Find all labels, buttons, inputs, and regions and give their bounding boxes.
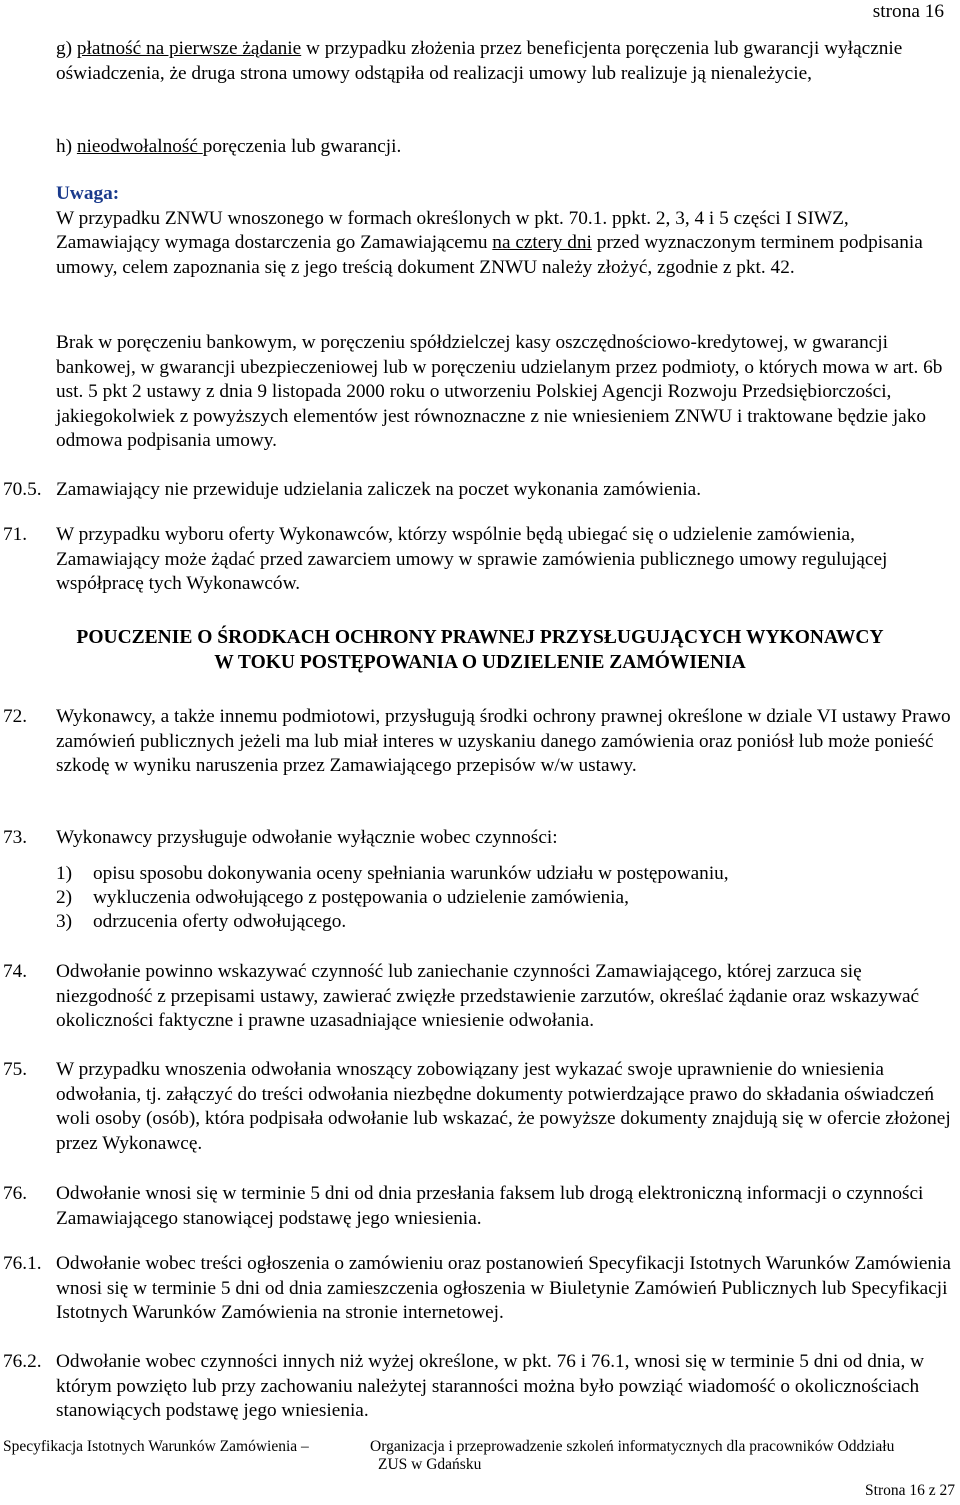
note-text xyxy=(56,207,956,281)
note-block xyxy=(56,182,956,280)
footer-right-line1: Organizacja i przeprowadzenie szkoleń informatycznych dla pracowników Oddziału xyxy=(370,1438,895,1455)
paragraph-number: 72. xyxy=(3,706,28,727)
paragraph-text: Odwołanie wobec treści ogłoszenia o zamówieniu oraz postanowień Specyfikacji Istotnych Warunków Zamówienia wnosi się w terminie 5 dni od dnia zamieszczenia ogłoszenia w Biuletynie Zamówień Publicznych lub Specyfikacji Istotnych Warunków Zamówienia na stronie internetowej. xyxy=(56,1253,951,1323)
footer-right-line2: ZUS w Gdańsku xyxy=(378,1456,482,1473)
paragraph-text: Odwołanie powinno wskazywać czynność lub zaniechanie czynności Zamawiającego, której zarzuca się niezgodność z przepisami ustawy, zawierać zwięzłe przedstawienie zarzutów, określać żądanie oraz wskazywać okoliczności faktyczne i prawne uzasadniające wniesienie odwołania. xyxy=(56,961,920,1031)
list-item xyxy=(56,862,956,886)
paragraph-text: Wykonawcy, a także innemu podmiotowi, przysługują środki ochrony prawnej określone w dziale VI ustawy Prawo zamówień publicznych jeżeli ma lub miał interes w uzyskaniu danego zamówienia oraz poniósł lub może ponieść szkodę w wyniku naruszenia przez Zamawiającego przepisów w/w ustawy. xyxy=(56,706,951,776)
list-item xyxy=(56,886,956,910)
item-prefix: g) xyxy=(56,38,77,59)
paragraph-text: Wykonawcy przysługuje odwołanie wyłącznie wobec czynności: xyxy=(56,827,558,848)
list-item-number: 1) xyxy=(56,863,73,884)
footer-right xyxy=(370,1438,956,1474)
paragraph-text: Odwołanie wnosi się w terminie 5 dni od dnia przesłania faksem lub drogą elektroniczną informacji o czynności Zamawiającego stanowiącej podstawę jego wniesienia. xyxy=(56,1183,924,1229)
list-item-number: 3) xyxy=(56,911,73,932)
footer-page-number: Strona 16 z 27 xyxy=(865,1482,955,1499)
paragraph-number: 75. xyxy=(3,1059,28,1080)
list-item-text: opisu sposobu dokonywania oceny spełniania warunków udziału w postępowaniu, xyxy=(93,863,729,884)
list-item-text: wykluczenia odwołującego z postępowania o udzielenie zamówienia, xyxy=(93,887,629,908)
paragraph-text: W przypadku wyboru oferty Wykonawców, którzy wspólnie będą ubiegać się o udzielenie zamówienia, Zamawiający może żądać przed zawarciem umowy w sprawie zamówienia publicznego umowy regulującej współpracę tych Wykonawców. xyxy=(56,524,888,594)
brak-paragraph: Brak w poręczeniu bankowym, w poręczeniu spółdzielczej kasy oszczędnościowo-kredytowej, w gwarancji bankowej, w gwarancji ubezpieczeniowej lub w poręczeniu udzielanym przez podmioty, o których mowa w art. 6b ust. 5 pkt 2 ustawy z dnia 9 listopada 2000 roku o utworzeniu Polskiej Agencji Rozwoju Przedsiębiorczości, jakiegokolwiek z powyższych elementów jest równoznaczne z nie wniesieniem ZNWU i traktowane będzie jako odmowa podpisania umowy. xyxy=(56,332,943,451)
section-heading-line2: W TOKU POSTĘPOWANIA O UDZIELENIE ZAMÓWIENIA xyxy=(214,651,746,673)
note-underlined: na cztery dni xyxy=(492,232,592,253)
section-heading-line1: POUCZENIE O ŚRODKACH OCHRONY PRAWNEJ PRZYSŁUGUJĄCYCH WYKONAWCY xyxy=(76,627,884,648)
list-item-h xyxy=(56,135,956,160)
paragraph-number: 76. xyxy=(3,1183,28,1204)
list-item-g xyxy=(56,37,956,86)
note-label: Uwaga: xyxy=(56,183,120,204)
paragraph-text: W przypadku wnoszenia odwołania wnoszący zobowiązany jest wykazać swoje uprawnienie do wniesienia odwołania, tj. załączyć do treści odwołania niezbędne dokumenty potwierdzające prawo do składania oświadczeń woli osoby (osób), która podpisała odwołanie lub wskazać, że powyższe dokumenty znajdują się w ofercie złożonej przez Wykonawcę. xyxy=(56,1059,951,1154)
item-underlined-term: nieodwołalność xyxy=(76,136,203,157)
note-text-part: przed wyznaczonym terminem podpisania umowy, celem zapoznania się z jego treścią dokument ZNWU należy złożyć, zgodnie z pkt. 42. xyxy=(56,232,923,278)
footer-left: Specyfikacja Istotnych Warunków Zamówienia – xyxy=(3,1438,309,1455)
paragraph-text: Odwołanie wobec czynności innych niż wyżej określone, w pkt. 76 i 76.1, wnosi się w terminie 5 dni od dnia, w którym powzięto lub przy zachowaniu należytej staranności można było powziąć wiadomość o okolicznościach stanowiących podstawę jego wniesienia. xyxy=(56,1351,925,1421)
list-item xyxy=(56,910,956,934)
list-item-text: odrzucenia oferty odwołującego. xyxy=(93,911,347,932)
paragraph-number: 76.1. xyxy=(3,1253,42,1274)
page-header-label: strona 16 xyxy=(872,1,944,22)
paragraph-number: 70.5. xyxy=(3,479,42,500)
item-underlined-term: płatność na pierwsze żądanie xyxy=(76,38,302,59)
section-heading xyxy=(0,626,960,675)
paragraph-number: 76.2. xyxy=(3,1351,42,1372)
list-73-items xyxy=(56,862,956,934)
item-text: w przypadku złożenia przez beneficjenta poręczenia lub gwarancji wyłącznie oświadczenia, że druga strona umowy odstąpiła od realizacji umowy lub realizuje ją nienależycie, xyxy=(56,38,903,84)
item-prefix: h) xyxy=(56,136,77,157)
paragraph-number: 73. xyxy=(3,827,28,848)
list-item-number: 2) xyxy=(56,887,73,908)
paragraph-text: Zamawiający nie przewiduje udzielania zaliczek na poczet wykonania zamówienia. xyxy=(56,479,702,500)
paragraph-number: 74. xyxy=(3,961,28,982)
item-text: poręczenia lub gwarancji. xyxy=(202,136,402,157)
paragraph-number: 71. xyxy=(3,524,28,545)
note-text-part: W przypadku ZNWU wnoszonego w formach określonych w pkt. 70.1. ppkt. 2, 3, 4 i 5 części I SIWZ, Zamawiający wymaga dostarczenia go Zamawiającemu xyxy=(56,207,849,253)
